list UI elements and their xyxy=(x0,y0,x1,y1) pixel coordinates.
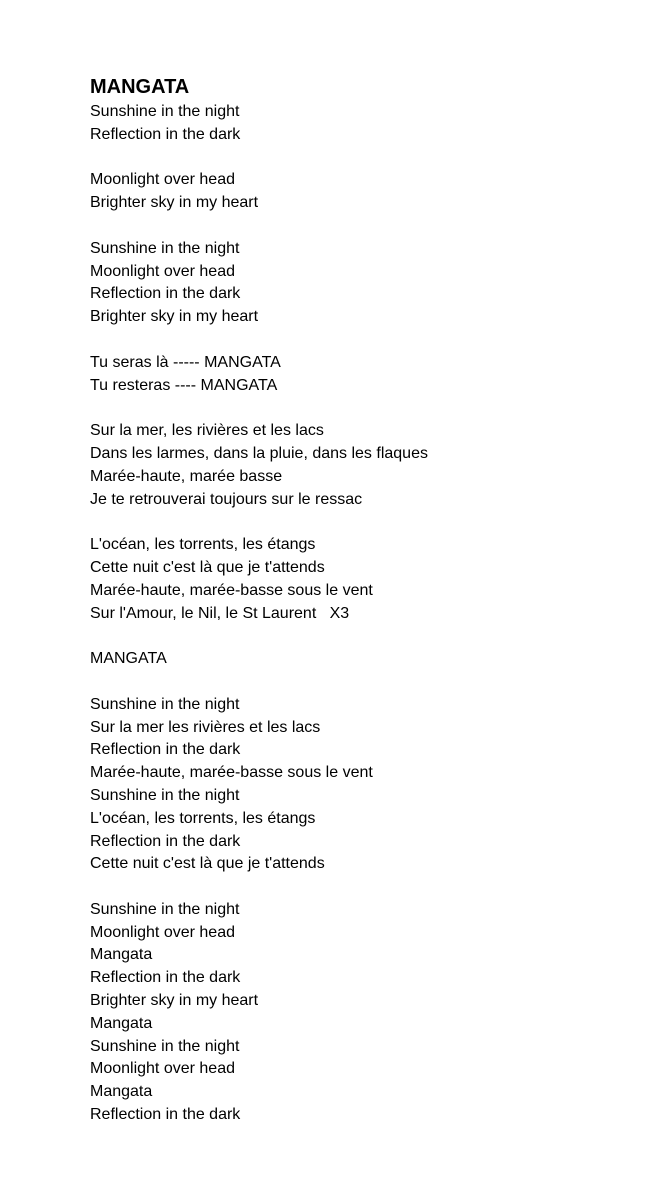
lyric-line: Marée-haute, marée basse xyxy=(90,467,283,485)
lyric-line: Cette nuit c'est là que je t'attends xyxy=(90,855,325,873)
stanza xyxy=(90,694,630,876)
lyric-line: Mangata xyxy=(90,946,153,964)
lyric-line: Je te retrouverai toujours sur le ressac xyxy=(90,490,363,508)
lyric-line: Dans les larmes, dans la pluie, dans les flaques xyxy=(90,444,428,462)
lyric-line: Tu seras là ----- MANGATA xyxy=(90,353,281,371)
lyric-line: Brighter sky in my heart xyxy=(90,194,259,212)
lyric-line: Sunshine in the night xyxy=(90,900,240,918)
lyric-line: Mangata xyxy=(90,1014,153,1032)
lyric-line: MANGATA xyxy=(90,650,167,668)
lyric-line: Sunshine in the night xyxy=(90,695,240,713)
stanza xyxy=(90,101,630,147)
lyric-line: Sur la mer les rivières et les lacs xyxy=(90,718,321,736)
lyric-line: Brighter sky in my heart xyxy=(90,308,259,326)
lyric-line: Moonlight over head xyxy=(90,923,235,941)
lyric-line: Sunshine in the night xyxy=(90,786,240,804)
lyrics-page xyxy=(90,75,630,1150)
lyric-line: Reflection in the dark xyxy=(90,285,241,303)
lyric-line: Marée-haute, marée-basse sous le vent xyxy=(90,581,373,599)
lyric-line: Tu resteras ---- MANGATA xyxy=(90,376,278,394)
lyric-line: Reflection in the dark xyxy=(90,969,241,987)
stanza xyxy=(90,899,630,1127)
lyric-line: Reflection in the dark xyxy=(90,832,241,850)
stanza xyxy=(90,534,630,625)
lyric-line: Marée-haute, marée-basse sous le vent xyxy=(90,764,373,782)
lyric-line: Sunshine in the night xyxy=(90,103,240,120)
lyric-line: L'océan, les torrents, les étangs xyxy=(90,809,316,827)
lyric-line: Moonlight over head xyxy=(90,171,235,189)
stanza xyxy=(90,238,630,329)
lyric-line: L'océan, les torrents, les étangs xyxy=(90,536,316,554)
lyric-line: Sunshine in the night xyxy=(90,1037,240,1055)
lyric-line: Sur l'Amour, le Nil, le St Laurent X3 xyxy=(90,604,350,622)
lyrics-body xyxy=(90,101,630,1127)
lyric-line: Brighter sky in my heart xyxy=(90,992,259,1010)
lyric-line: Sur la mer, les rivières et les lacs xyxy=(90,422,324,440)
lyric-line: Sunshine in the night xyxy=(90,239,240,257)
lyric-line: Cette nuit c'est là que je t'attends xyxy=(90,558,325,576)
stanza xyxy=(90,420,630,511)
lyric-line: Moonlight over head xyxy=(90,1060,235,1078)
stanza xyxy=(90,169,630,215)
song-title: MANGATA xyxy=(90,76,190,98)
lyric-line: Moonlight over head xyxy=(90,262,235,280)
lyric-line: Reflection in the dark xyxy=(90,741,241,759)
lyric-line: Reflection in the dark xyxy=(90,1106,241,1124)
stanza xyxy=(90,648,630,671)
stanza xyxy=(90,352,630,398)
lyric-line: Mangata xyxy=(90,1083,153,1101)
lyric-line: Reflection in the dark xyxy=(90,125,241,143)
